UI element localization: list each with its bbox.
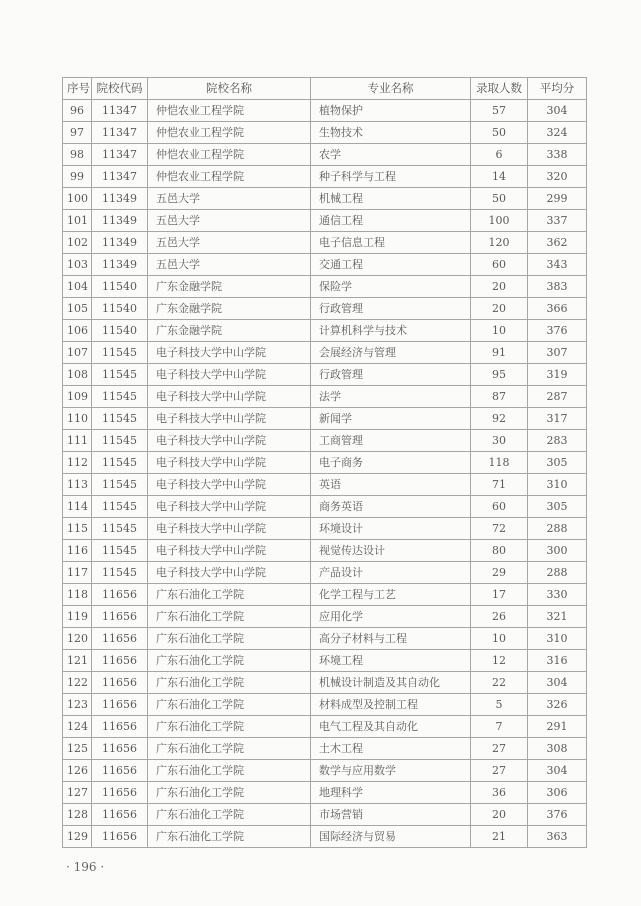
cell-seq: 119 (63, 606, 92, 628)
table-row (63, 496, 587, 518)
cell-major-name: 交通工程 (311, 254, 471, 276)
cell-average-score: 376 (528, 804, 587, 826)
cell-school-name: 电子科技大学中山学院 (148, 540, 311, 562)
cell-seq: 98 (63, 144, 92, 166)
cell-admitted-count: 72 (471, 518, 528, 540)
cell-average-score: 310 (528, 628, 587, 650)
cell-seq: 128 (63, 804, 92, 826)
header-average-score: 平均分 (528, 78, 587, 100)
table-row (63, 826, 587, 848)
table-row (63, 782, 587, 804)
table-row (63, 562, 587, 584)
cell-average-score: 305 (528, 452, 587, 474)
cell-average-score: 330 (528, 584, 587, 606)
cell-major-name: 生物技术 (311, 122, 471, 144)
cell-school-code: 11656 (92, 628, 148, 650)
cell-major-name: 行政管理 (311, 364, 471, 386)
header-seq: 序号 (63, 78, 92, 100)
cell-major-name: 行政管理 (311, 298, 471, 320)
cell-average-score: 304 (528, 672, 587, 694)
cell-major-name: 会展经济与管理 (311, 342, 471, 364)
cell-admitted-count: 30 (471, 430, 528, 452)
cell-school-code: 11545 (92, 408, 148, 430)
cell-school-code: 11349 (92, 188, 148, 210)
cell-admitted-count: 118 (471, 452, 528, 474)
cell-seq: 110 (63, 408, 92, 430)
cell-average-score: 320 (528, 166, 587, 188)
cell-average-score: 324 (528, 122, 587, 144)
cell-school-code: 11656 (92, 738, 148, 760)
cell-school-code: 11540 (92, 276, 148, 298)
cell-seq: 106 (63, 320, 92, 342)
header-school-code: 院校代码 (92, 78, 148, 100)
cell-average-score: 343 (528, 254, 587, 276)
cell-admitted-count: 100 (471, 210, 528, 232)
cell-seq: 122 (63, 672, 92, 694)
cell-seq: 117 (63, 562, 92, 584)
cell-school-code: 11540 (92, 320, 148, 342)
cell-average-score: 308 (528, 738, 587, 760)
table-row (63, 232, 587, 254)
admission-table (62, 77, 587, 848)
cell-admitted-count: 91 (471, 342, 528, 364)
cell-major-name: 材料成型及控制工程 (311, 694, 471, 716)
cell-school-name: 广东石油化工学院 (148, 782, 311, 804)
cell-average-score: 326 (528, 694, 587, 716)
cell-school-code: 11656 (92, 606, 148, 628)
cell-seq: 103 (63, 254, 92, 276)
cell-seq: 109 (63, 386, 92, 408)
cell-seq: 126 (63, 760, 92, 782)
cell-seq: 118 (63, 584, 92, 606)
cell-school-name: 电子科技大学中山学院 (148, 518, 311, 540)
cell-major-name: 高分子材料与工程 (311, 628, 471, 650)
cell-school-name: 广东石油化工学院 (148, 804, 311, 826)
cell-admitted-count: 5 (471, 694, 528, 716)
cell-school-name: 仲恺农业工程学院 (148, 122, 311, 144)
cell-school-code: 11656 (92, 804, 148, 826)
cell-major-name: 农学 (311, 144, 471, 166)
cell-seq: 102 (63, 232, 92, 254)
cell-school-name: 广东石油化工学院 (148, 584, 311, 606)
cell-school-name: 广东石油化工学院 (148, 694, 311, 716)
cell-school-code: 11656 (92, 760, 148, 782)
cell-school-name: 广东石油化工学院 (148, 738, 311, 760)
cell-school-code: 11545 (92, 342, 148, 364)
cell-school-code: 11545 (92, 364, 148, 386)
cell-school-code: 11347 (92, 100, 148, 122)
cell-school-name: 广东金融学院 (148, 276, 311, 298)
table-row (63, 606, 587, 628)
cell-admitted-count: 27 (471, 760, 528, 782)
table-row (63, 210, 587, 232)
cell-major-name: 电子信息工程 (311, 232, 471, 254)
cell-admitted-count: 20 (471, 804, 528, 826)
table-row (63, 584, 587, 606)
cell-seq: 99 (63, 166, 92, 188)
cell-seq: 97 (63, 122, 92, 144)
cell-major-name: 计算机科学与技术 (311, 320, 471, 342)
cell-school-code: 11349 (92, 232, 148, 254)
cell-major-name: 化学工程与工艺 (311, 584, 471, 606)
table-row (63, 276, 587, 298)
cell-admitted-count: 50 (471, 188, 528, 210)
cell-average-score: 287 (528, 386, 587, 408)
cell-school-code: 11545 (92, 562, 148, 584)
cell-school-code: 11656 (92, 826, 148, 848)
cell-school-name: 电子科技大学中山学院 (148, 430, 311, 452)
cell-average-score: 319 (528, 364, 587, 386)
header-school-name: 院校名称 (148, 78, 311, 100)
cell-seq: 114 (63, 496, 92, 518)
cell-major-name: 市场营销 (311, 804, 471, 826)
cell-major-name: 工商管理 (311, 430, 471, 452)
cell-seq: 101 (63, 210, 92, 232)
cell-average-score: 304 (528, 760, 587, 782)
cell-seq: 100 (63, 188, 92, 210)
cell-average-score: 337 (528, 210, 587, 232)
cell-admitted-count: 7 (471, 716, 528, 738)
cell-major-name: 视觉传达设计 (311, 540, 471, 562)
cell-average-score: 363 (528, 826, 587, 848)
cell-seq: 104 (63, 276, 92, 298)
cell-seq: 105 (63, 298, 92, 320)
cell-school-code: 11349 (92, 254, 148, 276)
cell-school-name: 电子科技大学中山学院 (148, 496, 311, 518)
cell-admitted-count: 92 (471, 408, 528, 430)
cell-admitted-count: 60 (471, 254, 528, 276)
cell-average-score: 304 (528, 100, 587, 122)
cell-school-name: 广东石油化工学院 (148, 606, 311, 628)
cell-average-score: 291 (528, 716, 587, 738)
cell-major-name: 机械工程 (311, 188, 471, 210)
cell-major-name: 地理科学 (311, 782, 471, 804)
cell-seq: 116 (63, 540, 92, 562)
table-row (63, 474, 587, 496)
cell-average-score: 316 (528, 650, 587, 672)
cell-school-name: 五邑大学 (148, 232, 311, 254)
cell-admitted-count: 27 (471, 738, 528, 760)
cell-admitted-count: 20 (471, 276, 528, 298)
cell-school-name: 电子科技大学中山学院 (148, 364, 311, 386)
cell-seq: 127 (63, 782, 92, 804)
cell-major-name: 电子商务 (311, 452, 471, 474)
cell-admitted-count: 22 (471, 672, 528, 694)
cell-school-name: 电子科技大学中山学院 (148, 386, 311, 408)
table-row (63, 430, 587, 452)
cell-admitted-count: 21 (471, 826, 528, 848)
cell-average-score: 288 (528, 518, 587, 540)
cell-average-score: 300 (528, 540, 587, 562)
cell-admitted-count: 60 (471, 496, 528, 518)
table-row (63, 188, 587, 210)
cell-admitted-count: 6 (471, 144, 528, 166)
table-row (63, 408, 587, 430)
cell-school-name: 广东石油化工学院 (148, 760, 311, 782)
table-row (63, 342, 587, 364)
cell-major-name: 应用化学 (311, 606, 471, 628)
cell-average-score: 283 (528, 430, 587, 452)
cell-school-name: 电子科技大学中山学院 (148, 408, 311, 430)
cell-school-code: 11656 (92, 716, 148, 738)
cell-school-code: 11545 (92, 518, 148, 540)
cell-school-code: 11540 (92, 298, 148, 320)
cell-school-code: 11656 (92, 694, 148, 716)
cell-school-code: 11656 (92, 782, 148, 804)
cell-admitted-count: 95 (471, 364, 528, 386)
cell-admitted-count: 57 (471, 100, 528, 122)
cell-seq: 121 (63, 650, 92, 672)
cell-major-name: 国际经济与贸易 (311, 826, 471, 848)
cell-school-name: 广东石油化工学院 (148, 716, 311, 738)
cell-seq: 111 (63, 430, 92, 452)
table-row (63, 122, 587, 144)
cell-admitted-count: 71 (471, 474, 528, 496)
cell-admitted-count: 36 (471, 782, 528, 804)
table-row (63, 100, 587, 122)
cell-major-name: 机械设计制造及其自动化 (311, 672, 471, 694)
cell-school-code: 11656 (92, 584, 148, 606)
cell-school-name: 广东石油化工学院 (148, 650, 311, 672)
cell-average-score: 362 (528, 232, 587, 254)
cell-seq: 96 (63, 100, 92, 122)
cell-school-name: 五邑大学 (148, 210, 311, 232)
cell-average-score: 338 (528, 144, 587, 166)
cell-major-name: 新闻学 (311, 408, 471, 430)
header-admitted-count: 录取人数 (471, 78, 528, 100)
cell-admitted-count: 12 (471, 650, 528, 672)
cell-school-code: 11349 (92, 210, 148, 232)
cell-average-score: 299 (528, 188, 587, 210)
cell-seq: 124 (63, 716, 92, 738)
cell-school-name: 仲恺农业工程学院 (148, 166, 311, 188)
cell-major-name: 商务英语 (311, 496, 471, 518)
cell-admitted-count: 10 (471, 320, 528, 342)
table-row (63, 650, 587, 672)
cell-school-code: 11656 (92, 672, 148, 694)
cell-admitted-count: 10 (471, 628, 528, 650)
cell-admitted-count: 80 (471, 540, 528, 562)
cell-school-name: 广东石油化工学院 (148, 628, 311, 650)
cell-major-name: 电气工程及其自动化 (311, 716, 471, 738)
cell-school-code: 11347 (92, 122, 148, 144)
cell-admitted-count: 87 (471, 386, 528, 408)
cell-school-name: 广东金融学院 (148, 298, 311, 320)
cell-seq: 112 (63, 452, 92, 474)
cell-school-name: 仲恺农业工程学院 (148, 144, 311, 166)
cell-seq: 123 (63, 694, 92, 716)
table-row (63, 298, 587, 320)
cell-major-name: 环境工程 (311, 650, 471, 672)
cell-school-code: 11347 (92, 166, 148, 188)
cell-school-code: 11545 (92, 386, 148, 408)
cell-average-score: 288 (528, 562, 587, 584)
table-row (63, 716, 587, 738)
cell-school-name: 电子科技大学中山学院 (148, 562, 311, 584)
cell-seq: 113 (63, 474, 92, 496)
cell-school-name: 仲恺农业工程学院 (148, 100, 311, 122)
cell-school-name: 广东石油化工学院 (148, 826, 311, 848)
cell-admitted-count: 14 (471, 166, 528, 188)
cell-school-code: 11545 (92, 496, 148, 518)
cell-average-score: 310 (528, 474, 587, 496)
table-row (63, 144, 587, 166)
cell-school-name: 五邑大学 (148, 188, 311, 210)
cell-school-name: 五邑大学 (148, 254, 311, 276)
cell-seq: 129 (63, 826, 92, 848)
table-row (63, 364, 587, 386)
cell-school-code: 11347 (92, 144, 148, 166)
page-number: · 196 · (66, 860, 105, 874)
cell-school-code: 11545 (92, 474, 148, 496)
table-row (63, 518, 587, 540)
cell-school-code: 11545 (92, 430, 148, 452)
cell-major-name: 植物保护 (311, 100, 471, 122)
cell-average-score: 376 (528, 320, 587, 342)
cell-major-name: 英语 (311, 474, 471, 496)
cell-school-name: 电子科技大学中山学院 (148, 342, 311, 364)
cell-major-name: 种子科学与工程 (311, 166, 471, 188)
cell-average-score: 317 (528, 408, 587, 430)
cell-admitted-count: 17 (471, 584, 528, 606)
cell-major-name: 数学与应用数学 (311, 760, 471, 782)
table-row (63, 804, 587, 826)
table-row (63, 540, 587, 562)
cell-school-code: 11545 (92, 540, 148, 562)
cell-seq: 115 (63, 518, 92, 540)
cell-school-name: 电子科技大学中山学院 (148, 474, 311, 496)
cell-average-score: 306 (528, 782, 587, 804)
cell-admitted-count: 20 (471, 298, 528, 320)
table-header-row (63, 78, 587, 100)
table-row (63, 166, 587, 188)
cell-seq: 107 (63, 342, 92, 364)
cell-school-name: 广东石油化工学院 (148, 672, 311, 694)
cell-school-name: 电子科技大学中山学院 (148, 452, 311, 474)
cell-school-code: 11656 (92, 650, 148, 672)
cell-major-name: 环境设计 (311, 518, 471, 540)
table-row (63, 386, 587, 408)
cell-major-name: 保险学 (311, 276, 471, 298)
cell-average-score: 305 (528, 496, 587, 518)
cell-major-name: 通信工程 (311, 210, 471, 232)
header-major-name: 专业名称 (311, 78, 471, 100)
cell-school-code: 11545 (92, 452, 148, 474)
cell-seq: 120 (63, 628, 92, 650)
table-row (63, 320, 587, 342)
cell-major-name: 土木工程 (311, 738, 471, 760)
table-row (63, 760, 587, 782)
cell-admitted-count: 29 (471, 562, 528, 584)
table-row (63, 694, 587, 716)
cell-average-score: 366 (528, 298, 587, 320)
cell-average-score: 307 (528, 342, 587, 364)
table-row (63, 452, 587, 474)
table-row (63, 628, 587, 650)
table-row (63, 738, 587, 760)
cell-school-name: 广东金融学院 (148, 320, 311, 342)
table-row (63, 672, 587, 694)
cell-seq: 125 (63, 738, 92, 760)
table-row (63, 254, 587, 276)
cell-admitted-count: 50 (471, 122, 528, 144)
cell-major-name: 产品设计 (311, 562, 471, 584)
cell-major-name: 法学 (311, 386, 471, 408)
cell-average-score: 383 (528, 276, 587, 298)
cell-seq: 108 (63, 364, 92, 386)
cell-admitted-count: 26 (471, 606, 528, 628)
cell-admitted-count: 120 (471, 232, 528, 254)
table-body (63, 100, 587, 848)
cell-average-score: 321 (528, 606, 587, 628)
